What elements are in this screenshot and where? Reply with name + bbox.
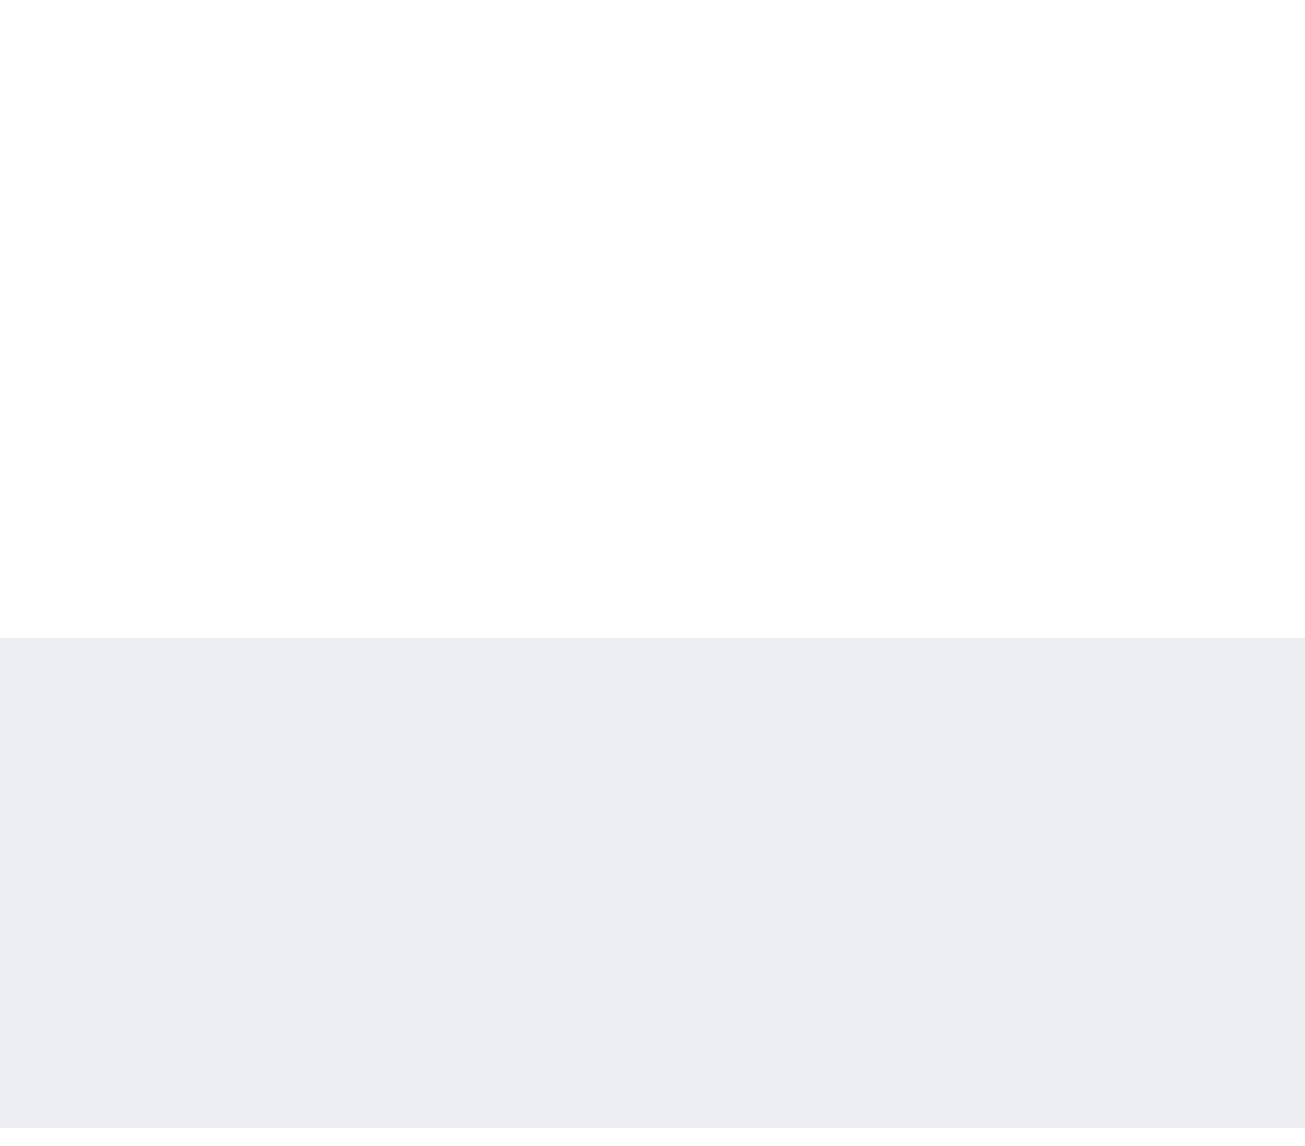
front-elevation-drawing xyxy=(0,638,1305,1128)
switchgear-front-view xyxy=(0,638,1305,1128)
